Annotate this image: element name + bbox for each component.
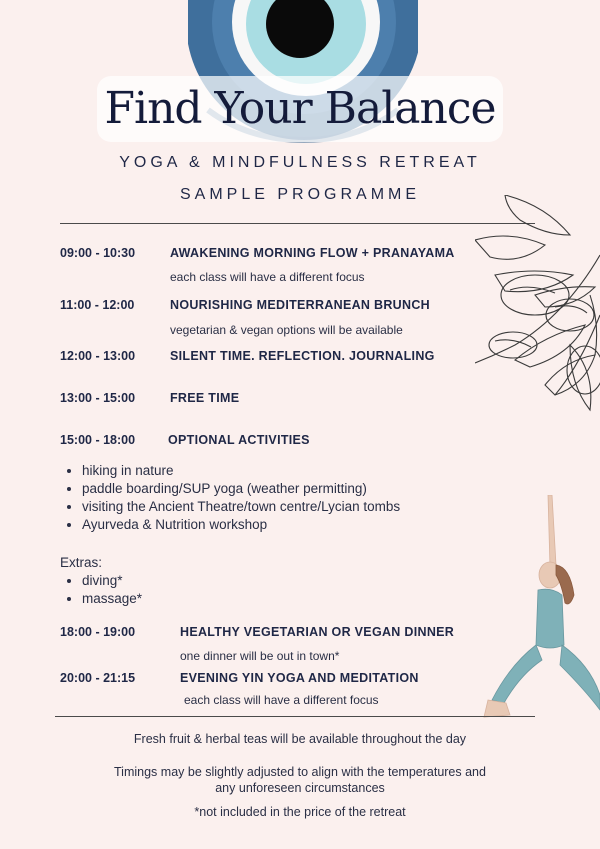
fruit-note: Fresh fruit & herbal teas will be available throughout the day — [133, 732, 467, 746]
schedule-time: 18:00 - 19:00 — [60, 625, 136, 639]
schedule-time: 12:00 - 13:00 — [60, 349, 136, 363]
schedule-activity: OPTIONAL ACTIVITIES — [168, 433, 310, 447]
olive-branch-icon — [475, 195, 600, 440]
schedule-note: each class will have a different focus — [184, 693, 379, 707]
schedule-time: 13:00 - 15:00 — [60, 391, 136, 405]
schedule-time: 09:00 - 10:30 — [60, 246, 136, 260]
schedule-activity: EVENING YIN YOGA AND MEDITATION — [180, 671, 419, 685]
schedule-note: one dinner will be out in town* — [180, 649, 340, 663]
list-item: • Ayurveda & Nutrition workshop — [82, 516, 400, 534]
top-divider — [60, 223, 535, 224]
optional-activities-list — [60, 462, 400, 534]
schedule-activity: AWAKENING MORNING FLOW + PRANAYAMA — [170, 246, 455, 260]
extras-list — [60, 572, 142, 608]
list-item: • diving* — [82, 572, 142, 590]
bottom-divider — [55, 716, 535, 717]
schedule-activity: FREE TIME — [170, 391, 240, 405]
schedule-activity: SILENT TIME. REFLECTION. JOURNALING — [170, 349, 435, 363]
list-item: • hiking in nature — [82, 462, 400, 480]
timings-note-line1: Timings may be slightly adjusted to align with the temperatures and — [114, 765, 486, 779]
list-item: • paddle boarding/SUP yoga (weather permitting) — [82, 480, 400, 498]
schedule-time: 11:00 - 12:00 — [60, 298, 135, 312]
schedule-time: 20:00 - 21:15 — [60, 671, 136, 685]
schedule-time: 15:00 - 18:00 — [60, 433, 136, 447]
schedule-activity: HEALTHY VEGETARIAN OR VEGAN DINNER — [180, 625, 455, 639]
yoga-figure-icon — [470, 495, 600, 735]
programme-label: SAMPLE PROGRAMME — [179, 186, 421, 203]
schedule-activity: NOURISHING MEDITERRANEAN BRUNCH — [170, 298, 430, 312]
page-title: Find Your Balance — [104, 83, 496, 134]
list-item: • massage* — [82, 590, 142, 608]
schedule-note: vegetarian & vegan options will be available — [170, 323, 403, 337]
retreat-subtitle: YOGA & MINDFULNESS RETREAT — [119, 154, 481, 171]
price-disclaimer: *not included in the price of the retreat — [194, 805, 406, 819]
timings-note-line2: any unforeseen circumstances — [215, 781, 385, 795]
extras-label: Extras: — [60, 555, 103, 570]
list-item: • visiting the Ancient Theatre/town centre/Lycian tombs — [82, 498, 400, 516]
schedule-note: each class will have a different focus — [170, 270, 365, 284]
